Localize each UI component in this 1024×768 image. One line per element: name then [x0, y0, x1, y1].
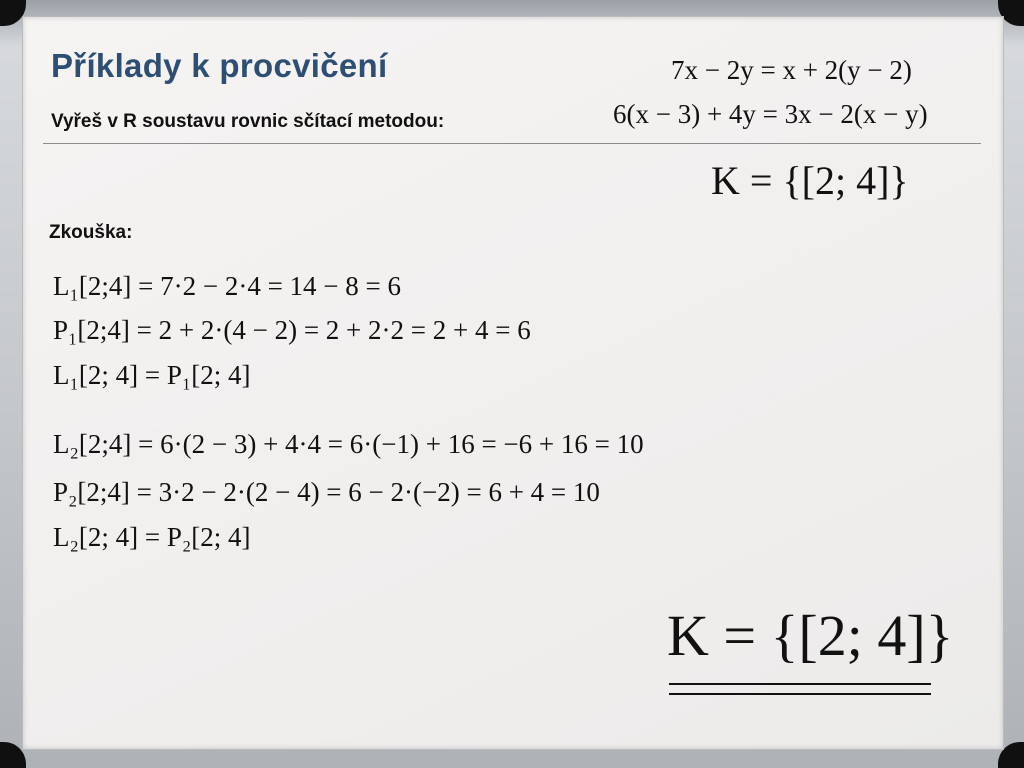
task-text: Vyřeš v R soustavu rovnic sčítací metodou:	[51, 111, 445, 132]
check-right-side-2: P₂[2;4] = 3·2 − 2·(2 − 4) = 6 − 2·(−2) = 6 + 4 = 10	[53, 477, 600, 507]
check-left-side-2: L₂[2;4] = 6·(2 − 3) + 4·4 = 6·(−1) + 16 = −6 + 16 = 10	[53, 429, 644, 459]
divider-line	[43, 143, 981, 144]
slide-title: Příklady k procvičení	[51, 47, 388, 84]
check-label: Zkouška:	[49, 222, 133, 243]
check-right-side-1: P₁[2;4] = 2 + 2·(4 − 2) = 2 + 2·2 = 2 + 4 = 6	[53, 315, 531, 345]
solution-set-top: K = {[2; 4]}	[711, 158, 909, 203]
solution-set-final: K = {[2; 4]}	[667, 603, 954, 668]
check-equality-2: L₂[2; 4] = P₂[2; 4]	[53, 522, 251, 552]
system-equation-1: 7x − 2y = x + 2(y − 2)	[671, 55, 912, 85]
check-equality-1: L₁[2; 4] = P₁[2; 4]	[53, 360, 251, 390]
double-underline	[669, 683, 931, 695]
system-equation-2: 6(x − 3) + 4y = 3x − 2(x − y)	[613, 99, 928, 129]
check-left-side-1: L₁[2;4] = 7·2 − 2·4 = 14 − 8 = 6	[53, 271, 402, 301]
slide-board	[22, 16, 1004, 750]
